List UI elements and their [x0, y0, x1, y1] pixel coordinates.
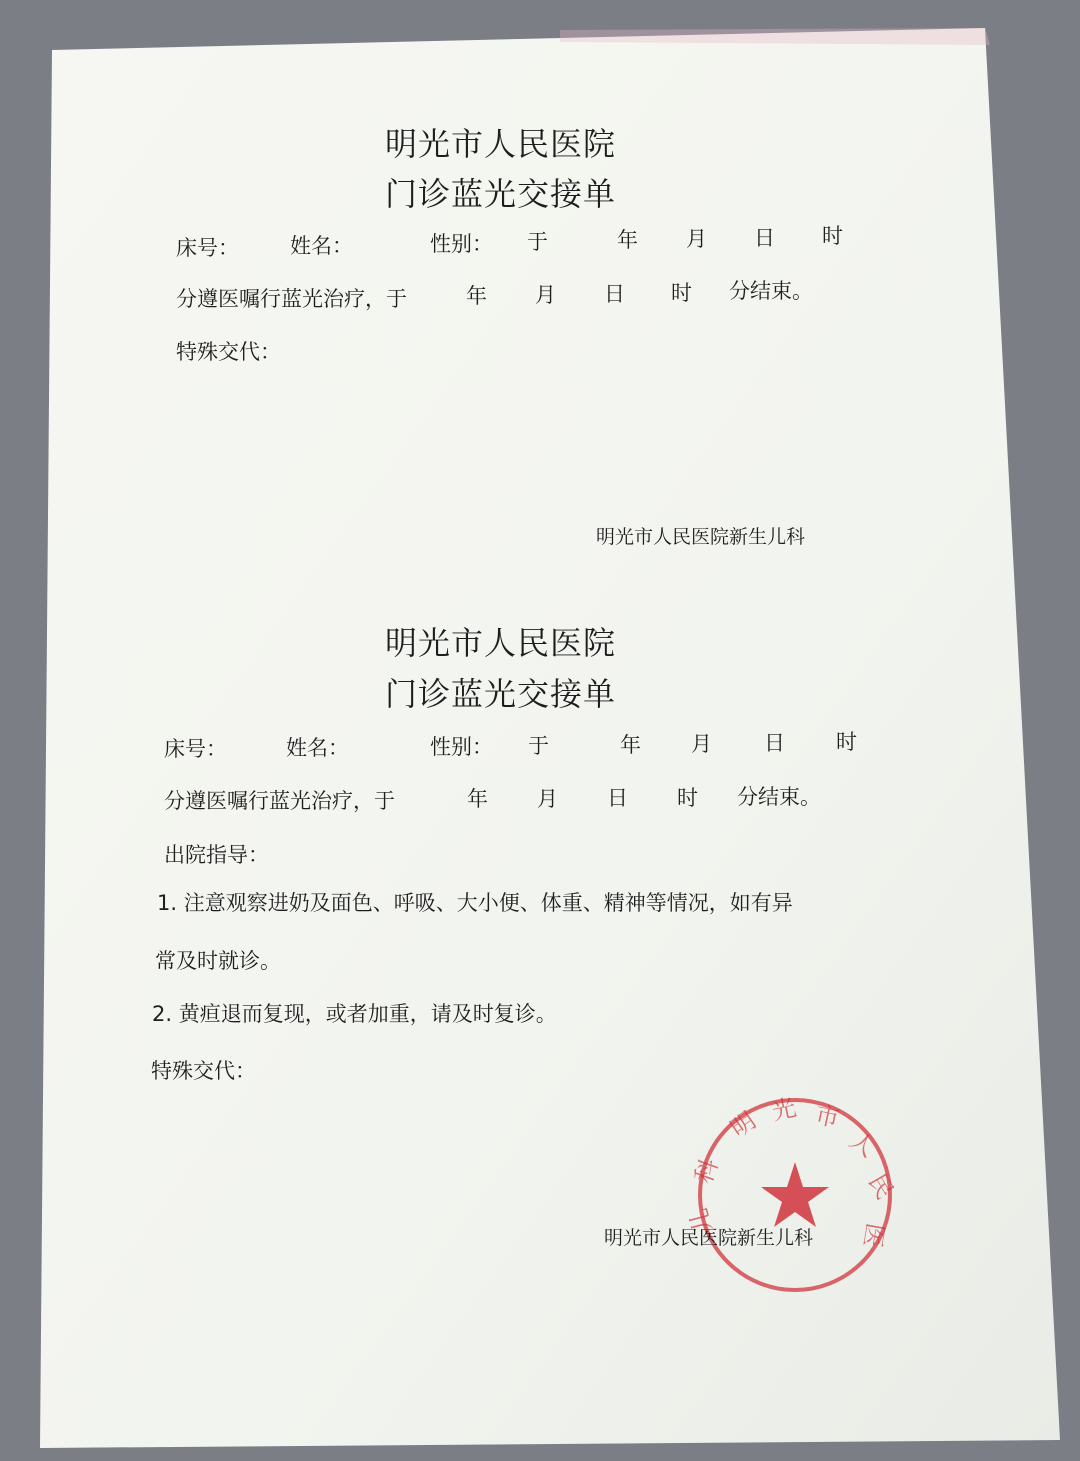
hour-label-2: 时 — [836, 730, 857, 754]
hour-label-1: 时 — [822, 224, 843, 248]
svg-text:民: 民 — [862, 1169, 900, 1204]
name-label-1: 姓名： — [290, 234, 353, 258]
end-year-label-1: 年 — [466, 284, 487, 308]
end-year-label-2: 年 — [467, 787, 488, 811]
year-label-1: 年 — [617, 228, 638, 252]
at-label-1: 于 — [527, 230, 548, 254]
form-title-1: 门诊蓝光交接单 — [385, 175, 617, 213]
end-suffix-1: 分结束。 — [729, 279, 813, 303]
sex-label-2: 性别： — [430, 735, 493, 759]
treatment-line-1: 分遵医嘱行蓝光治疗，于 — [176, 287, 407, 311]
at-label-2: 于 — [528, 734, 549, 758]
special-label-1: 特殊交代： — [176, 340, 281, 364]
form-title-2: 门诊蓝光交接单 — [385, 675, 617, 713]
end-day-label-1: 日 — [604, 282, 625, 306]
end-day-label-2: 日 — [607, 786, 628, 810]
guidance-item-1-line-2: 常及时就诊。 — [155, 949, 281, 973]
department-sign-1: 明光市人民医院新生儿科 — [596, 526, 806, 548]
name-label-2: 姓名： — [286, 736, 349, 760]
department-sign-2: 明光市人民医院新生儿科 — [604, 1227, 814, 1249]
bed-label-1: 床号： — [176, 236, 239, 260]
svg-text:明: 明 — [725, 1106, 762, 1143]
hospital-title-1: 明光市人民医院 — [385, 125, 617, 163]
end-month-label-1: 月 — [535, 283, 556, 307]
special-label-2: 特殊交代： — [151, 1059, 256, 1083]
end-suffix-2: 分结束。 — [737, 785, 821, 809]
svg-text:人: 人 — [844, 1125, 881, 1163]
year-label-2: 年 — [620, 733, 641, 757]
month-label-2: 月 — [691, 732, 712, 756]
guidance-item-1-line-1: 1. 注意观察进奶及面色、呼吸、大小便、体重、精神等情况，如有异 — [157, 891, 793, 915]
treatment-line-2: 分遵医嘱行蓝光治疗，于 — [164, 789, 395, 813]
svg-text:医: 医 — [857, 1220, 890, 1250]
day-label-2: 日 — [764, 731, 785, 755]
sex-label-1: 性别： — [430, 232, 493, 256]
end-month-label-2: 月 — [537, 787, 558, 811]
hospital-title-2: 明光市人民医院 — [385, 624, 617, 662]
day-label-1: 日 — [754, 226, 775, 250]
svg-text:儿: 儿 — [684, 1205, 718, 1236]
svg-text:光: 光 — [769, 1093, 799, 1126]
bed-label-2: 床号： — [164, 737, 227, 761]
seal-star-icon — [761, 1162, 829, 1227]
month-label-1: 月 — [686, 227, 707, 251]
end-hour-label-2: 时 — [677, 786, 698, 810]
hospital-seal-stamp — [684, 1090, 900, 1300]
svg-text:科: 科 — [689, 1154, 724, 1188]
svg-text:市: 市 — [812, 1100, 843, 1133]
end-hour-label-1: 时 — [671, 281, 692, 305]
guidance-item-2: 2. 黄疸退而复现，或者加重，请及时复诊。 — [152, 1002, 557, 1026]
discharge-label: 出院指导： — [164, 843, 269, 867]
